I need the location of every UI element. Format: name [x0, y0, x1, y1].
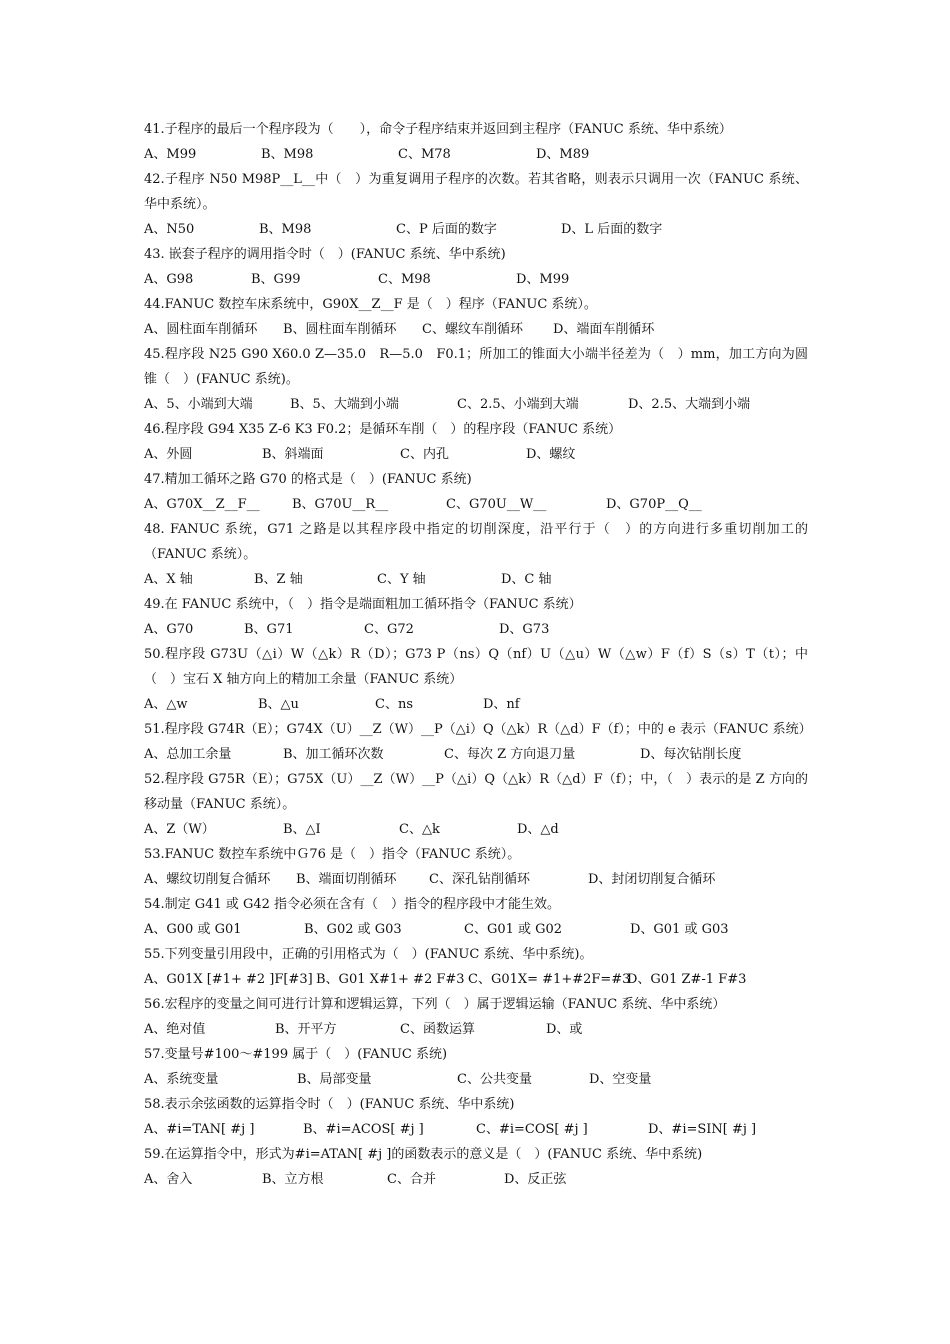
- option-d: D、△d: [517, 822, 559, 837]
- question-text: 53.FANUC 数控车系统中Ｇ76 是（ ）指令（FANUC 系统）。: [144, 847, 521, 862]
- option-a: A、外圆: [144, 447, 193, 462]
- option-c: C、螺纹车削循环: [422, 322, 523, 337]
- option-b: B、G01 X#1+ #2 F#3: [316, 972, 465, 987]
- option-b: B、#i=ACOS[ #j ]: [303, 1122, 424, 1137]
- question-56: [144, 992, 808, 1042]
- question-54: [144, 892, 808, 942]
- option-c: C、ns: [375, 697, 413, 712]
- option-b: B、G02 或 G03: [304, 922, 402, 937]
- option-c: C、G01 或 G02: [464, 922, 563, 937]
- option-c: C、Y 轴: [377, 572, 426, 587]
- question-list: [144, 117, 812, 1192]
- option-row: [144, 1167, 808, 1192]
- option-b: B、局部变量: [297, 1072, 372, 1087]
- option-c: C、2.5、小端到大端: [457, 397, 579, 412]
- question-43: [144, 242, 808, 292]
- option-c: C、#i=COS[ #j ]: [476, 1122, 588, 1137]
- option-b: B、G70U__R__: [292, 497, 389, 512]
- question-57: [144, 1042, 808, 1092]
- option-a: A、总加工余量: [144, 747, 232, 762]
- option-row: [144, 317, 808, 342]
- option-row: [144, 742, 808, 767]
- option-row: [144, 817, 808, 842]
- option-d: D、M99: [516, 272, 570, 287]
- question-text: 57.变量号#100～#199 属于（ ）(FANUC 系统): [144, 1047, 448, 1062]
- option-row: [144, 617, 808, 642]
- option-a: A、G70: [144, 622, 194, 637]
- option-d: D、G01 或 G03: [630, 922, 729, 937]
- option-c: C、M78: [398, 147, 451, 162]
- option-a: A、X 轴: [144, 572, 193, 587]
- option-a: A、绝对值: [144, 1022, 206, 1037]
- option-row: [144, 142, 808, 167]
- question-text: 45.程序段 N25 G90 X60.0 Z—35.0 R—5.0 F0.1；所加工的锥面大小端半径差为（ ）mm，加工方向为圆锥（ ）(FANUC 系统)。: [144, 347, 808, 387]
- option-d: D、G70P__Q__: [606, 497, 702, 512]
- option-row: [144, 267, 808, 292]
- option-row: [144, 492, 808, 517]
- option-row: [144, 217, 808, 242]
- question-53: [144, 842, 808, 892]
- option-a: A、圆柱面车削循环: [144, 322, 258, 337]
- question-text: 51.程序段 G74R（E）；G74X（U）__Z（W）__P（△i）Q（△k）R（△d）F（f）；中的 e 表示（FANUC 系统）: [144, 722, 812, 737]
- option-a: A、G00 或 G01: [144, 922, 242, 937]
- question-58: [144, 1092, 808, 1142]
- question-52: [144, 767, 808, 842]
- option-c: C、G01X= #1+#2F=#3: [468, 972, 631, 987]
- question-text: 55.下列变量引用段中，正确的引用格式为（ ）(FANUC 系统、华中系统)。: [144, 947, 593, 962]
- option-c: C、公共变量: [457, 1072, 532, 1087]
- option-row: [144, 967, 808, 992]
- option-b: B、5、大端到小端: [290, 397, 399, 412]
- option-c: C、G70U__W__: [446, 497, 547, 512]
- option-b: B、G71: [244, 622, 294, 637]
- option-c: C、深孔钻削循环: [429, 872, 530, 887]
- option-b: B、M98: [259, 222, 312, 237]
- question-41: [144, 117, 808, 167]
- option-d: D、每次钻削长度: [640, 747, 742, 762]
- option-row: [144, 692, 808, 717]
- question-text: 42.子程序 N50 M98P__L__中（ ）为重复调用子程序的次数。若其省略，则表示只调用一次（FANUC 系统、华中系统）。: [144, 172, 808, 212]
- option-row: [144, 1067, 808, 1092]
- option-a: A、#i=TAN[ #j ]: [144, 1122, 255, 1137]
- option-d: D、2.5、大端到小端: [628, 397, 751, 412]
- option-row: [144, 917, 808, 942]
- option-b: B、立方根: [262, 1172, 324, 1187]
- option-d: D、反正弦: [504, 1172, 567, 1187]
- question-42: [144, 167, 808, 242]
- question-55: [144, 942, 808, 992]
- option-b: B、端面切削循环: [296, 872, 397, 887]
- question-text: 52.程序段 G75R（E）；G75X（U）__Z（W）__P（△i）Q（△k）R（△d）F（f）；中，（ ）表示的是 Z 方向的移动量（FANUC 系统）。: [144, 772, 808, 812]
- option-b: B、加工循环次数: [283, 747, 384, 762]
- option-d: D、#i=SIN[ #j ]: [648, 1122, 757, 1137]
- option-a: A、舍入: [144, 1172, 193, 1187]
- question-45: [144, 342, 808, 417]
- question-44: [144, 292, 808, 342]
- option-a: A、G70X__Z__F__: [144, 497, 260, 512]
- question-48: [144, 517, 808, 592]
- option-row: [144, 867, 808, 892]
- question-text: 58.表示余弦函数的运算指令时（ ）(FANUC 系统、华中系统): [144, 1097, 515, 1112]
- option-c: C、每次 Z 方向退刀量: [444, 747, 576, 762]
- question-text: 54.制定 G41 或 G42 指令必须在含有（ ）指令的程序段中才能生效。: [144, 897, 561, 912]
- option-b: B、△u: [258, 697, 299, 712]
- option-d: D、L 后面的数字: [561, 222, 663, 237]
- option-c: C、G72: [364, 622, 414, 637]
- question-47: [144, 467, 808, 517]
- option-a: A、Z（W）: [144, 822, 215, 837]
- option-c: C、函数运算: [400, 1022, 475, 1037]
- question-46: [144, 417, 808, 467]
- option-b: B、△I: [283, 822, 321, 837]
- question-50: [144, 642, 808, 717]
- question-text: 41.子程序的最后一个程序段为（ ），命令子程序结束并返回到主程序（FANUC 系统、华中系统）: [144, 122, 732, 137]
- option-d: D、封闭切削复合循环: [588, 872, 716, 887]
- option-d: D、G01 Z#-1 F#3: [627, 972, 747, 987]
- option-a: A、系统变量: [144, 1072, 219, 1087]
- option-row: [144, 1017, 808, 1042]
- option-b: B、M98: [261, 147, 314, 162]
- option-a: A、M99: [144, 147, 197, 162]
- option-c: C、M98: [378, 272, 431, 287]
- option-b: B、G99: [251, 272, 301, 287]
- option-a: A、G98: [144, 272, 194, 287]
- option-a: A、△w: [144, 697, 188, 712]
- option-b: B、Z 轴: [254, 572, 303, 587]
- option-a: A、5、小端到大端: [144, 397, 253, 412]
- question-text: 56.宏程序的变量之间可进行计算和逻辑运算，下列（ ）属于逻辑运输（FANUC 系统、华中系统）: [144, 997, 726, 1012]
- option-row: [144, 1117, 808, 1142]
- question-text: 59.在运算指令中，形式为#i=ATAN[ #j ]的函数表示的意义是（ ）(FANUC 系统、华中系统): [144, 1147, 703, 1162]
- option-b: B、斜端面: [262, 447, 324, 462]
- question-text: 43. 嵌套子程序的调用指令时（ ）(FANUC 系统、华中系统): [144, 247, 506, 262]
- question-text: 48. FANUC 系统，G71 之路是以其程序段中指定的切削深度，沿平行于（ ）的方向进行多重切削加工的（FANUC 系统）。: [144, 522, 808, 562]
- option-d: D、空变量: [589, 1072, 652, 1087]
- option-d: D、nf: [483, 697, 520, 712]
- option-a: A、G01X [#1+ #2 ]F[#3]: [144, 972, 313, 987]
- question-text: 44.FANUC 数控车床系统中，G90X__Z__F 是（ ）程序（FANUC 系统）。: [144, 297, 597, 312]
- option-c: C、P 后面的数字: [396, 222, 497, 237]
- option-b: B、开平方: [275, 1022, 337, 1037]
- option-d: D、螺纹: [526, 447, 576, 462]
- option-b: B、圆柱面车削循环: [283, 322, 397, 337]
- option-d: D、端面车削循环: [553, 322, 655, 337]
- question-text: 46.程序段 G94 X35 Z-6 K3 F0.2；是循环车削（ ）的程序段（FANUC 系统）: [144, 422, 622, 437]
- option-c: C、合并: [387, 1172, 436, 1187]
- option-a: A、N50: [144, 222, 195, 237]
- question-text: 49.在 FANUC 系统中，（ ）指令是端面粗加工循环指令（FANUC 系统）: [144, 597, 582, 612]
- option-d: D、G73: [499, 622, 550, 637]
- option-d: D、或: [546, 1022, 583, 1037]
- option-a: A、螺纹切削复合循环: [144, 872, 271, 887]
- option-d: D、M89: [536, 147, 590, 162]
- question-49: [144, 592, 808, 642]
- option-row: [144, 442, 808, 467]
- option-row: [144, 567, 808, 592]
- option-row: [144, 392, 808, 417]
- question-text: 50.程序段 G73U（△i）W（△k）R（D）；G73 P（ns）Q（nf）U（△u）W（△w）F（f）S（s）T（t）；中（ ）宝石 X 轴方向上的精加工余量（FANUC 系统）: [144, 647, 808, 687]
- question-59: [144, 1142, 808, 1192]
- option-c: C、△k: [399, 822, 440, 837]
- option-c: C、内孔: [400, 447, 449, 462]
- question-text: 47.精加工循环之路 G70 的格式是（ ）(FANUC 系统): [144, 472, 472, 487]
- option-d: D、C 轴: [501, 572, 552, 587]
- question-51: [144, 717, 812, 767]
